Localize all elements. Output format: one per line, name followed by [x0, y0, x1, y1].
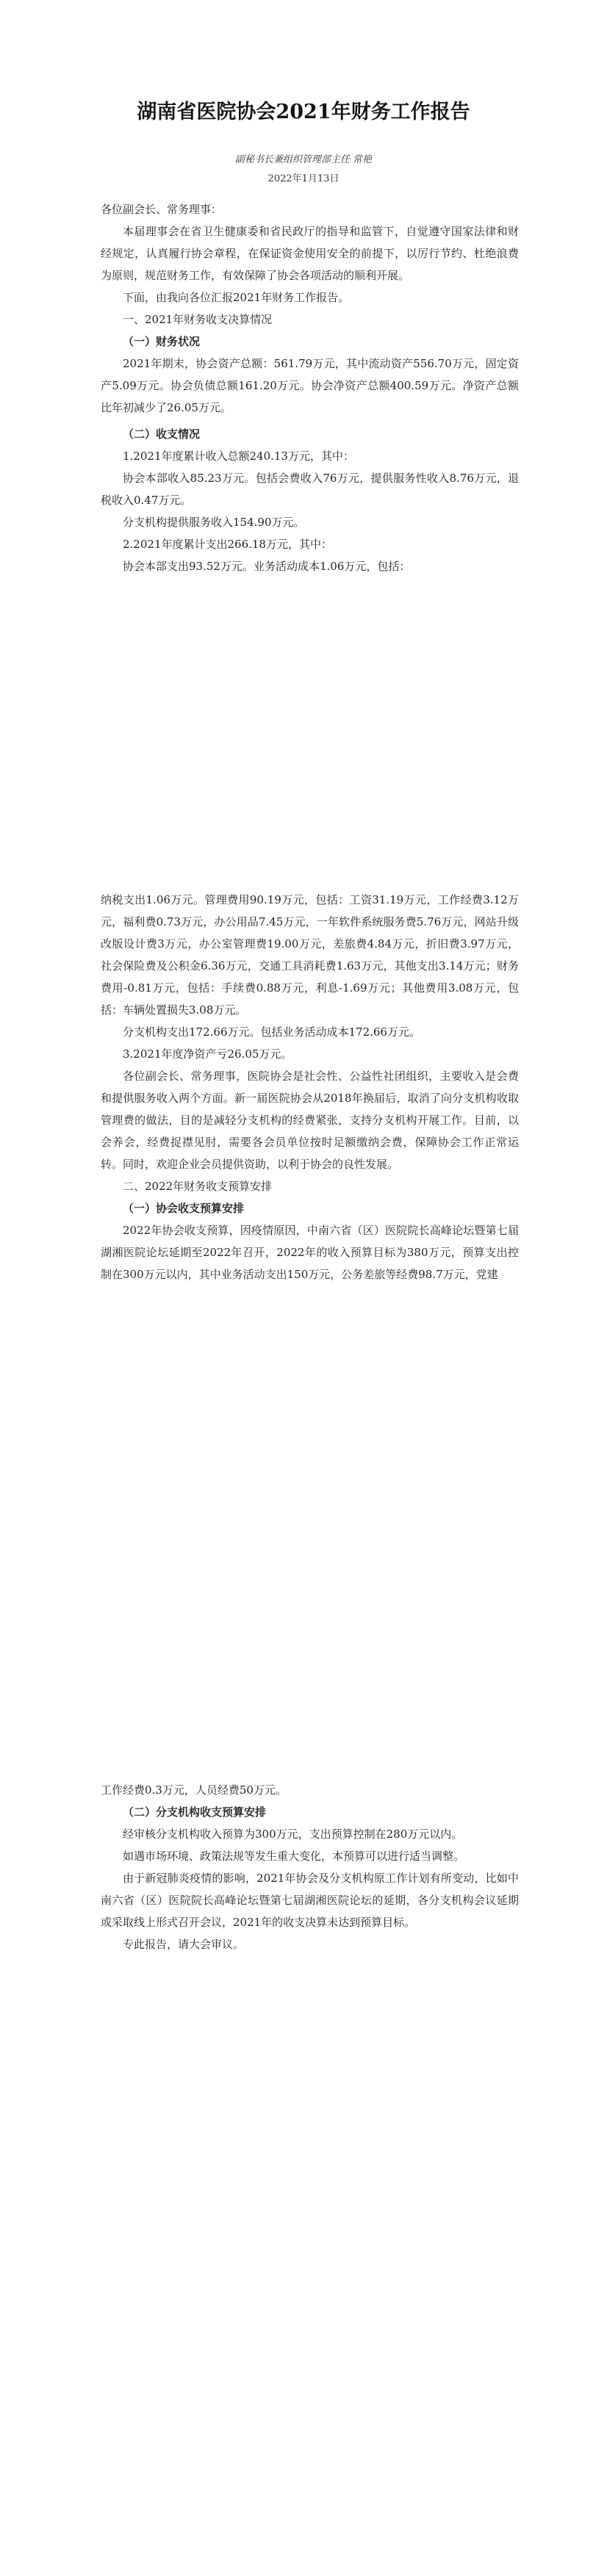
section-heading-1: 一、2021年财务收支决算情况 [123, 313, 273, 326]
expense-detail-paragraph: 纳税支出1.06万元。管理费用90.19万元，包括：工资31.19万元，工作经费3.12万元，福利费0.73万元，办公用品7.45万元，一年软件系统服务费5.76万元，网站升级改版设计费3万元，办公室管理费19.00万元，差旅费4.84万元，折旧费3.97万元，社会保险费及公积金6.36万元，交通工具消耗费1.63万元，其他支出3.14万元；财务费用-0.81万元，包括：手续费0.88万元，利息-1.69万元；其他费用3.08万元，包括：车辆处置损失3.08万元。 [101, 893, 519, 1017]
report-body-part-3 [101, 1779, 519, 1955]
report-body-part-2 [101, 889, 519, 1285]
branch-expense-paragraph: 分支机构支出172.66万元。包括业务活动成本172.66万元。 [123, 1025, 420, 1039]
headquarters-expense-paragraph: 协会本部支出93.52万元。业务活动成本1.06万元，包括： [123, 560, 411, 573]
report-date: 2022年1月13日 [267, 173, 340, 184]
report-body-part-1 [101, 198, 519, 577]
headquarters-income-paragraph: 协会本部收入85.23万元。包括会费收入76万元，提供服务性收入8.76万元，退税收入0.47万元。 [101, 472, 519, 507]
closing-paragraph: 专此报告，请大会审议。 [123, 1938, 245, 1951]
author-line: 副秘书长兼组织管理部主任 常艳 [234, 154, 373, 165]
subsection-heading-financial-status: （一）财务状况 [123, 335, 201, 348]
covid-impact-paragraph: 由于新冠肺炎疫情的影响，2021年协会及分支机构原工作计划有所变动，比如中南六省（区）医院院长高峰论坛暨第七届湖湘医院论坛的延期，各分支机构会议延期或采取线上形式召开会议，2021年的收支决算未达到预算目标。 [101, 1872, 519, 1929]
budget-continuation-paragraph: 工作经费0.3万元，人员经费50万元。 [101, 1783, 287, 1797]
salutation: 各位副会长、常务理事： [101, 203, 223, 216]
expense-total-paragraph: 2.2021年度累计支出266.18万元，其中： [123, 538, 332, 551]
document-title: 湖南省医院协会2021年财务工作报告 [137, 101, 470, 123]
financial-status-paragraph: 2021年期末，协会资产总额：561.79万元，其中流动资产556.70万元，固定资产5.09万元。协会负债总额161.20万元。协会净资产总额400.59万元。净资产总额比年初减少了26.05万元。 [101, 357, 519, 414]
section-heading-2: 二、2022年财务收支预算安排 [123, 1180, 273, 1193]
subsection-heading-association-budget: （一）协会收支预算安排 [123, 1202, 245, 1215]
subsection-heading-branch-budget: （二）分支机构收支预算安排 [123, 1805, 267, 1819]
net-assets-loss-paragraph: 3.2021年度净资产亏26.05万元。 [123, 1047, 292, 1061]
funding-note-paragraph: 各位副会长、常务理事，医院协会是社会性、公益性社团组织，主要收入是会费和提供服务收入两个方面。新一届医院协会从2018年换届后，取消了向分支机构收取管理费的做法，目的是减轻分支机构的经费紧张，支持分支机构开展工作。目前，以会养会，经费捉襟见肘，需要各会员单位按时足额缴纳会费，保障协会工作正常运转。同时，欢迎企业会员提供资助，以利于协会的良性发展。 [101, 1069, 519, 1171]
income-total-paragraph: 1.2021年度累计收入总额240.13万元，其中： [123, 450, 354, 463]
adjustment-paragraph: 如遇市场环境、政策法规等发生重大变化，本预算可以进行适当调整。 [123, 1850, 465, 1863]
association-budget-paragraph: 2022年协会收支预算，因疫情原因，中南六省（区）医院院长高峰论坛暨第七届湖湘医院论坛延期至2022年召开，2022年的收入预算目标为380万元，预算支出控制在300万元以内，其中业务活动支出150万元，公务差旅等经费98.7万元，党建 [101, 1224, 519, 1281]
branch-income-paragraph: 分支机构提供服务收入154.90万元。 [123, 516, 305, 529]
subsection-heading-income-expense: （二）收支情况 [123, 427, 201, 441]
intro-paragraph: 本届理事会在省卫生健康委和省民政厅的指导和监管下，自觉遵守国家法律和财经规定，认真履行协会章程，在保证资金使用安全的前提下，以厉行节约、杜绝浪费为原则，规范财务工作，有效保障了协会各项活动的顺利开展。 [101, 225, 519, 282]
intro-paragraph-2: 下面，由我向各位汇报2021年财务工作报告。 [123, 291, 350, 304]
branch-budget-paragraph: 经审核分支机构收入预算为300万元，支出预算控制在280万元以内。 [123, 1828, 463, 1841]
